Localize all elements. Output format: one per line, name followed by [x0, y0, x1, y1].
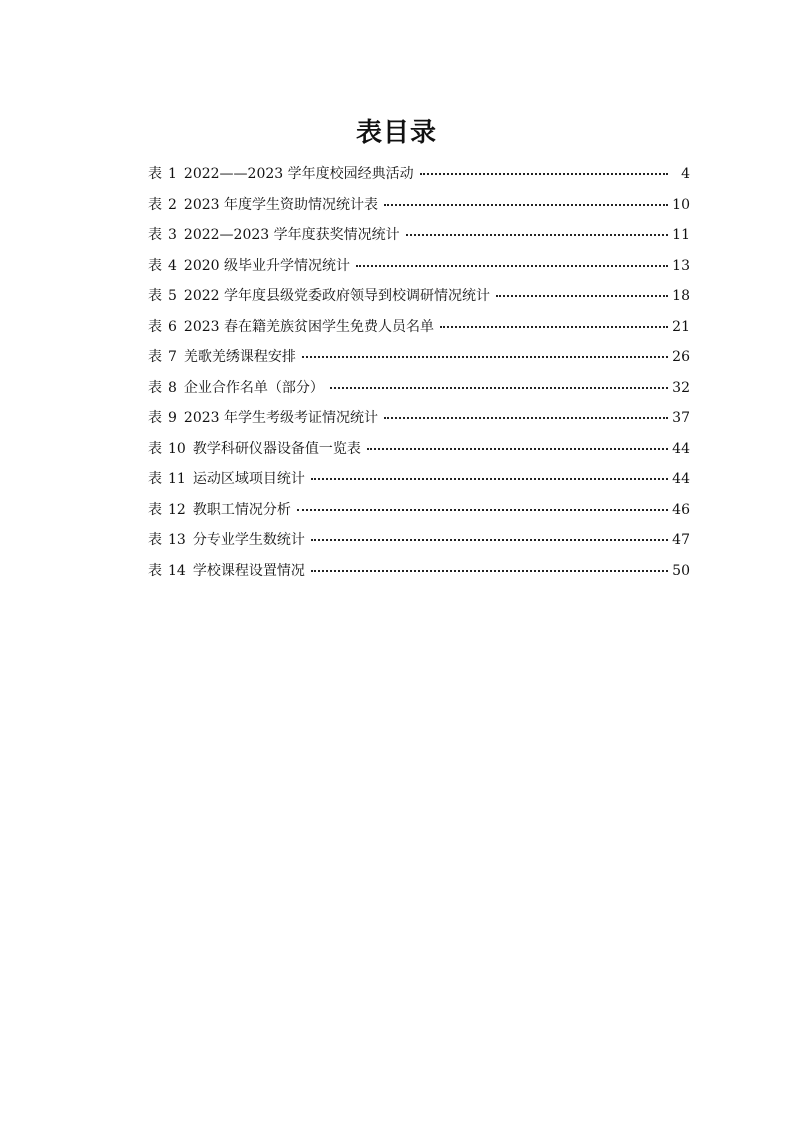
- entry-page-number: 44: [672, 440, 690, 457]
- entry-title: 2023 年学生考级考证情况统计: [183, 410, 379, 426]
- entry-prefix: 表: [148, 288, 162, 304]
- dot-leader: [302, 342, 668, 358]
- toc-entry[interactable]: [148, 190, 690, 221]
- entry-number: 6: [168, 318, 177, 335]
- entry-prefix: 表: [148, 471, 162, 487]
- dot-leader: [367, 434, 668, 450]
- entry-prefix: 表: [148, 532, 162, 548]
- entry-title: 运动区域项目统计: [192, 471, 305, 487]
- entry-page-number: 47: [672, 532, 690, 548]
- toc-entry[interactable]: [148, 403, 690, 434]
- entry-prefix: 表: [148, 166, 162, 182]
- dot-leader: [297, 495, 668, 511]
- entry-page-number: 46: [672, 501, 690, 518]
- entry-page-number: 44: [672, 471, 690, 487]
- dot-leader: [496, 281, 668, 297]
- entry-prefix: 表: [148, 379, 162, 396]
- entry-title: 2022 学年度县级党委政府领导到校调研情况统计: [183, 288, 490, 304]
- entry-title: 分专业学生数统计: [192, 532, 305, 548]
- entry-page-number: 50: [672, 562, 690, 579]
- dot-leader: [311, 464, 668, 480]
- toc-entry[interactable]: [148, 556, 690, 587]
- dot-leader: [440, 312, 668, 328]
- toc-entry[interactable]: [148, 220, 690, 251]
- entry-prefix: 表: [148, 349, 162, 365]
- entry-number: 13: [168, 532, 186, 548]
- entry-page-number: 21: [672, 318, 690, 335]
- dot-leader: [356, 251, 668, 267]
- entry-number: 12: [168, 501, 186, 518]
- entry-number: 9: [168, 410, 177, 426]
- entry-prefix: 表: [148, 410, 162, 426]
- entry-title: 2020 级毕业升学情况统计: [183, 257, 351, 274]
- entry-prefix: 表: [148, 257, 162, 274]
- entry-page-number: 11: [672, 227, 690, 243]
- entry-prefix: 表: [148, 227, 162, 243]
- dot-leader: [330, 373, 668, 389]
- entry-title: 教职工情况分析: [192, 501, 291, 518]
- toc-entry[interactable]: [148, 159, 690, 190]
- entry-number: 11: [168, 471, 186, 487]
- toc-entry[interactable]: [148, 281, 690, 312]
- entry-number: 5: [168, 288, 177, 304]
- entry-prefix: 表: [148, 196, 162, 213]
- table-of-tables-list: [148, 159, 690, 586]
- entry-prefix: 表: [148, 318, 162, 335]
- entry-page-number: 10: [672, 196, 690, 213]
- toc-entry[interactable]: [148, 373, 690, 404]
- toc-heading: 表目录: [355, 118, 437, 149]
- entry-page-number: 13: [672, 257, 690, 274]
- entry-number: 10: [168, 440, 186, 457]
- entry-prefix: 表: [148, 440, 162, 457]
- dot-leader: [384, 190, 668, 206]
- dot-leader: [406, 220, 668, 236]
- entry-page-number: 37: [672, 410, 690, 426]
- toc-entry[interactable]: [148, 525, 690, 556]
- toc-entry[interactable]: [148, 434, 690, 465]
- entry-number: 14: [168, 562, 186, 579]
- dot-leader: [311, 556, 668, 572]
- toc-entry[interactable]: [148, 464, 690, 495]
- entry-title: 2022——2023 学年度校园经典活动: [183, 166, 414, 182]
- entry-title: 2023 年度学生资助情况统计表: [183, 196, 379, 213]
- entry-title: 学校课程设置情况: [192, 562, 305, 579]
- entry-title: 企业合作名单（部分）: [183, 379, 324, 396]
- entry-prefix: 表: [148, 562, 162, 579]
- entry-page-number: 32: [672, 379, 690, 396]
- entry-page-number: 4: [681, 166, 690, 182]
- entry-prefix: 表: [148, 501, 162, 518]
- entry-page-number: 18: [672, 288, 690, 304]
- entry-title: 教学科研仪器设备值一览表: [192, 440, 361, 457]
- entry-title: 2023 春在籍羌族贫困学生免费人员名单: [183, 318, 435, 335]
- entry-number: 1: [168, 166, 177, 182]
- toc-entry[interactable]: [148, 312, 690, 343]
- entry-number: 8: [168, 379, 177, 396]
- entry-number: 7: [168, 349, 177, 365]
- entry-number: 2: [168, 196, 177, 213]
- entry-title: 羌歌羌绣课程安排: [183, 349, 296, 365]
- dot-leader: [311, 525, 668, 541]
- toc-entry[interactable]: [148, 495, 690, 526]
- dot-leader: [420, 159, 668, 175]
- dot-leader: [384, 403, 668, 419]
- toc-entry[interactable]: [148, 251, 690, 282]
- entry-title: 2022—2023 学年度获奖情况统计: [183, 227, 400, 243]
- entry-page-number: 26: [672, 349, 690, 365]
- entry-number: 3: [168, 227, 177, 243]
- toc-entry[interactable]: [148, 342, 690, 373]
- entry-number: 4: [168, 257, 177, 274]
